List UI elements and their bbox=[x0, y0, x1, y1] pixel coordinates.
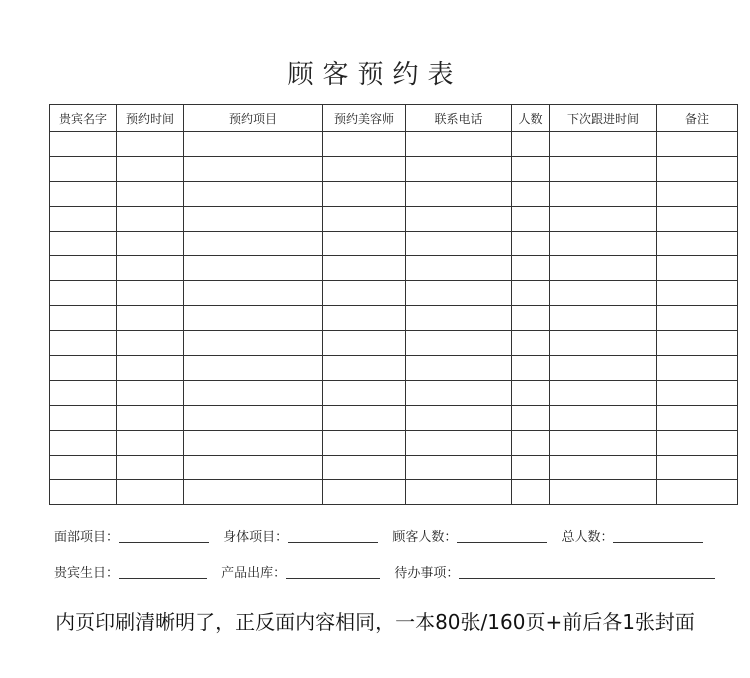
table-row bbox=[50, 256, 738, 281]
form-title: 顾客预约表 bbox=[287, 60, 463, 90]
table-cell[interactable] bbox=[50, 181, 117, 206]
table-cell[interactable] bbox=[406, 281, 512, 306]
table-cell[interactable] bbox=[184, 181, 323, 206]
table-cell[interactable] bbox=[323, 156, 406, 181]
table-cell[interactable] bbox=[184, 405, 323, 430]
table-cell[interactable] bbox=[657, 181, 738, 206]
table-cell[interactable] bbox=[512, 181, 550, 206]
table-cell[interactable] bbox=[117, 455, 184, 480]
table-cell[interactable] bbox=[657, 331, 738, 356]
table-cell[interactable] bbox=[184, 256, 323, 281]
table-cell[interactable] bbox=[657, 206, 738, 231]
table-cell[interactable] bbox=[184, 306, 323, 331]
table-cell[interactable] bbox=[184, 455, 323, 480]
table-cell[interactable] bbox=[406, 480, 512, 505]
table-cell[interactable] bbox=[512, 331, 550, 356]
table-cell[interactable] bbox=[550, 455, 657, 480]
table-cell[interactable] bbox=[323, 405, 406, 430]
table-cell[interactable] bbox=[406, 356, 512, 381]
table-cell[interactable] bbox=[550, 480, 657, 505]
table-row bbox=[50, 281, 738, 306]
table-cell[interactable] bbox=[184, 206, 323, 231]
table-cell[interactable] bbox=[117, 331, 184, 356]
table-cell[interactable] bbox=[406, 331, 512, 356]
table-body bbox=[50, 132, 738, 505]
table-cell[interactable] bbox=[117, 181, 184, 206]
table-cell[interactable] bbox=[512, 405, 550, 430]
vip-birthday-label: 贵宾生日： bbox=[54, 566, 120, 581]
table-cell[interactable] bbox=[406, 156, 512, 181]
table-cell[interactable] bbox=[657, 231, 738, 256]
table-cell[interactable] bbox=[512, 306, 550, 331]
table-cell[interactable] bbox=[550, 430, 657, 455]
table-cell[interactable] bbox=[657, 256, 738, 281]
table-cell[interactable] bbox=[50, 231, 117, 256]
table-cell[interactable] bbox=[512, 132, 550, 157]
vip-birthday-blank[interactable] bbox=[119, 566, 207, 579]
table-cell[interactable] bbox=[406, 181, 512, 206]
total-count-field[interactable] bbox=[561, 526, 703, 545]
table-cell[interactable] bbox=[550, 231, 657, 256]
table-cell[interactable] bbox=[512, 430, 550, 455]
table-cell[interactable] bbox=[323, 231, 406, 256]
column-header: 预约项目 bbox=[184, 105, 323, 132]
table-cell[interactable] bbox=[117, 356, 184, 381]
table-cell[interactable] bbox=[550, 356, 657, 381]
body-items-label: 身体项目： bbox=[223, 530, 289, 545]
customer-count-blank[interactable] bbox=[457, 530, 547, 543]
table-cell[interactable] bbox=[657, 380, 738, 405]
table-cell[interactable] bbox=[117, 405, 184, 430]
table-cell[interactable] bbox=[50, 405, 117, 430]
table-cell[interactable] bbox=[550, 380, 657, 405]
table-cell[interactable] bbox=[323, 380, 406, 405]
table-cell[interactable] bbox=[657, 306, 738, 331]
footer-row-2 bbox=[54, 562, 725, 581]
table-cell[interactable] bbox=[550, 281, 657, 306]
table-cell[interactable] bbox=[117, 281, 184, 306]
table-cell[interactable] bbox=[50, 455, 117, 480]
table-row bbox=[50, 430, 738, 455]
table-cell[interactable] bbox=[323, 455, 406, 480]
table-cell[interactable] bbox=[117, 480, 184, 505]
table-cell[interactable] bbox=[50, 206, 117, 231]
vip-birthday-field[interactable] bbox=[54, 562, 207, 581]
table-row bbox=[50, 356, 738, 381]
table-cell[interactable] bbox=[50, 356, 117, 381]
table-cell[interactable] bbox=[117, 306, 184, 331]
table-cell[interactable] bbox=[406, 132, 512, 157]
table-cell[interactable] bbox=[184, 356, 323, 381]
column-header: 预约美容师 bbox=[323, 105, 406, 132]
table-cell[interactable] bbox=[184, 281, 323, 306]
column-header: 备注 bbox=[657, 105, 738, 132]
appointment-table bbox=[49, 104, 738, 505]
table-cell[interactable] bbox=[550, 256, 657, 281]
table-row bbox=[50, 306, 738, 331]
table-cell[interactable] bbox=[406, 206, 512, 231]
table-row bbox=[50, 480, 738, 505]
table-cell[interactable] bbox=[406, 405, 512, 430]
table-cell[interactable] bbox=[550, 331, 657, 356]
todo-field[interactable] bbox=[394, 562, 715, 581]
table-cell[interactable] bbox=[657, 156, 738, 181]
table-cell[interactable] bbox=[550, 132, 657, 157]
table-cell[interactable] bbox=[406, 231, 512, 256]
table-cell[interactable] bbox=[550, 306, 657, 331]
table-row bbox=[50, 206, 738, 231]
table-cell[interactable] bbox=[657, 430, 738, 455]
product-outbound-field[interactable] bbox=[221, 562, 380, 581]
table-cell[interactable] bbox=[406, 380, 512, 405]
table-row bbox=[50, 380, 738, 405]
table-cell[interactable] bbox=[657, 281, 738, 306]
table-cell[interactable] bbox=[406, 306, 512, 331]
table-cell[interactable] bbox=[323, 206, 406, 231]
table-cell[interactable] bbox=[50, 430, 117, 455]
table-cell[interactable] bbox=[657, 455, 738, 480]
column-header: 贵宾名字 bbox=[50, 105, 117, 132]
table-cell[interactable] bbox=[323, 430, 406, 455]
table-cell[interactable] bbox=[657, 356, 738, 381]
customer-count-label: 顾客人数： bbox=[392, 530, 458, 545]
facial-items-label: 面部项目： bbox=[54, 530, 120, 545]
table-row bbox=[50, 231, 738, 256]
table-cell[interactable] bbox=[657, 480, 738, 505]
total-count-blank[interactable] bbox=[613, 530, 703, 543]
facial-items-field[interactable] bbox=[54, 526, 209, 545]
table-cell[interactable] bbox=[50, 331, 117, 356]
table-cell[interactable] bbox=[50, 156, 117, 181]
table-cell[interactable] bbox=[184, 156, 323, 181]
body-items-blank[interactable] bbox=[288, 530, 378, 543]
table-cell[interactable] bbox=[117, 380, 184, 405]
table-cell[interactable] bbox=[323, 331, 406, 356]
product-outbound-label: 产品出库： bbox=[221, 566, 287, 581]
table-cell[interactable] bbox=[117, 206, 184, 231]
table-cell[interactable] bbox=[550, 405, 657, 430]
table-cell[interactable] bbox=[512, 455, 550, 480]
table-cell[interactable] bbox=[50, 256, 117, 281]
print-note: 内页印刷清晰明了，正反面内容相同，一本80张/160页+前后各1张封面 bbox=[55, 610, 695, 634]
table-row bbox=[50, 181, 738, 206]
table-cell[interactable] bbox=[323, 480, 406, 505]
body-items-field[interactable] bbox=[223, 526, 378, 545]
table-cell[interactable] bbox=[323, 132, 406, 157]
table-cell[interactable] bbox=[550, 206, 657, 231]
table-cell[interactable] bbox=[184, 331, 323, 356]
product-outbound-blank[interactable] bbox=[286, 566, 380, 579]
table-cell[interactable] bbox=[117, 256, 184, 281]
footer-row-1 bbox=[54, 526, 713, 545]
total-count-label: 总人数： bbox=[561, 530, 614, 545]
table-cell[interactable] bbox=[50, 480, 117, 505]
todo-label: 待办事项： bbox=[394, 566, 460, 581]
table-cell[interactable] bbox=[657, 132, 738, 157]
table-cell[interactable] bbox=[50, 380, 117, 405]
table-cell[interactable] bbox=[50, 132, 117, 157]
table-cell[interactable] bbox=[512, 156, 550, 181]
table-row bbox=[50, 156, 738, 181]
table-cell[interactable] bbox=[512, 206, 550, 231]
table-cell[interactable] bbox=[184, 132, 323, 157]
table-cell[interactable] bbox=[117, 231, 184, 256]
table-cell[interactable] bbox=[406, 256, 512, 281]
column-header: 人数 bbox=[512, 105, 550, 132]
facial-items-blank[interactable] bbox=[119, 530, 209, 543]
table-cell[interactable] bbox=[512, 256, 550, 281]
table-cell[interactable] bbox=[184, 480, 323, 505]
table-cell[interactable] bbox=[512, 480, 550, 505]
table-cell[interactable] bbox=[184, 380, 323, 405]
table-row bbox=[50, 405, 738, 430]
table-row bbox=[50, 455, 738, 480]
table-row bbox=[50, 331, 738, 356]
column-header: 下次跟进时间 bbox=[550, 105, 657, 132]
table-cell[interactable] bbox=[323, 306, 406, 331]
table-cell[interactable] bbox=[550, 181, 657, 206]
table-cell[interactable] bbox=[406, 455, 512, 480]
customer-count-field[interactable] bbox=[392, 526, 547, 545]
table-cell[interactable] bbox=[406, 430, 512, 455]
table-cell[interactable] bbox=[184, 231, 323, 256]
table-cell[interactable] bbox=[512, 380, 550, 405]
table-row bbox=[50, 132, 738, 157]
column-header: 预约时间 bbox=[117, 105, 184, 132]
table-cell[interactable] bbox=[657, 405, 738, 430]
table-cell[interactable] bbox=[50, 306, 117, 331]
table-cell[interactable] bbox=[184, 430, 323, 455]
table-cell[interactable] bbox=[323, 281, 406, 306]
table-header-row bbox=[50, 105, 738, 132]
table-cell[interactable] bbox=[323, 356, 406, 381]
table-cell[interactable] bbox=[550, 156, 657, 181]
table-cell[interactable] bbox=[323, 256, 406, 281]
column-header: 联系电话 bbox=[406, 105, 512, 132]
table-cell[interactable] bbox=[117, 430, 184, 455]
table-cell[interactable] bbox=[512, 231, 550, 256]
table-cell[interactable] bbox=[117, 132, 184, 157]
table-cell[interactable] bbox=[117, 156, 184, 181]
table-cell[interactable] bbox=[512, 281, 550, 306]
table-cell[interactable] bbox=[323, 181, 406, 206]
table-cell[interactable] bbox=[512, 356, 550, 381]
todo-blank[interactable] bbox=[459, 566, 715, 579]
table-cell[interactable] bbox=[50, 281, 117, 306]
